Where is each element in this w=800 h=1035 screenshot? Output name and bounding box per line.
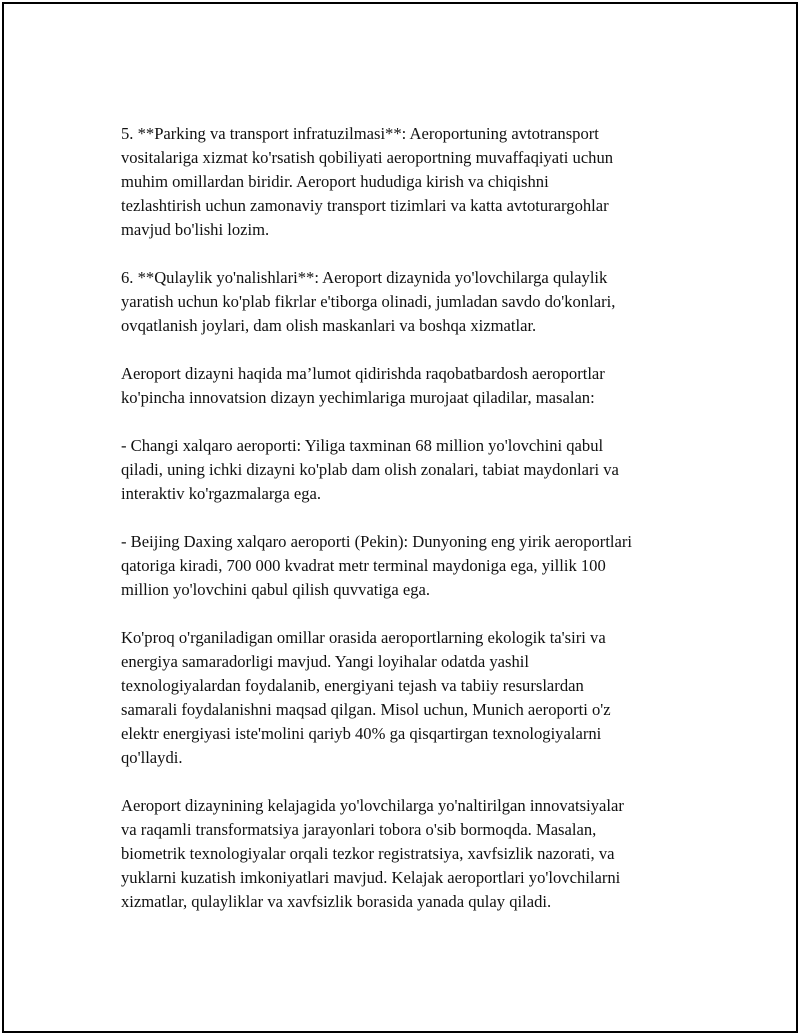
page-frame	[2, 2, 798, 1033]
text-line: ko'pincha innovatsion dizayn yechimlariga murojaat qiladilar, masalan:	[121, 388, 595, 407]
text-line: 6. **Qulaylik yo'nalishlari**: Aeroport dizaynida yo'lovchilarga qulaylik	[121, 268, 608, 287]
text-line: muhim omillardan biridir. Aeroport hududiga kirish va chiqishni	[121, 172, 549, 191]
text-line: biometrik texnologiyalar orqali tezkor registratsiya, xavfsizlik nazorati, va	[121, 844, 615, 863]
text-line: xizmatlar, qulayliklar va xavfsizlik borasida yanada qulay qiladi.	[121, 892, 552, 911]
text-line: Ko'proq o'rganiladigan omillar orasida aeroportlarning ekologik ta'siri va	[121, 628, 606, 647]
paragraph-future	[121, 794, 703, 914]
text-line: - Beijing Daxing xalqaro aeroporti (Pekin): Dunyoning eng yirik aeroportlari	[121, 532, 633, 551]
paragraph-ecology	[121, 626, 703, 770]
text-line: qo'llaydi.	[121, 748, 183, 767]
paragraph-daxing	[121, 530, 703, 602]
text-line: yaratish uchun ko'plab fikrlar e'tiborga olinadi, jumladan savdo do'konlari,	[121, 292, 616, 311]
text-line: qiladi, uning ichki dizayni ko'plab dam olish zonalari, tabiat maydonlari va	[121, 460, 619, 479]
text-line: mavjud bo'lishi lozim.	[121, 220, 270, 239]
paragraph-parking	[121, 122, 703, 242]
paragraph-convenience	[121, 266, 703, 338]
text-line: yuklarni kuzatish imkoniyatlari mavjud. Kelajak aeroportlari yo'lovchilarni	[121, 868, 621, 887]
text-line: 5. **Parking va transport infratuzilmasi**: Aeroportuning avtotransport	[121, 124, 599, 143]
text-line: tezlashtirish uchun zamonaviy transport tizimlari va katta avtoturargohlar	[121, 196, 609, 215]
text-line: interaktiv ko'rgazmalarga ega.	[121, 484, 322, 503]
paragraph-intro-examples	[121, 362, 703, 410]
text-line: va raqamli transformatsiya jarayonlari tobora o'sib bormoqda. Masalan,	[121, 820, 597, 839]
text-line: - Changi xalqaro aeroporti: Yiliga taxminan 68 million yo'lovchini qabul	[121, 436, 604, 455]
text-line: ovqatlanish joylari, dam olish maskanlari va boshqa xizmatlar.	[121, 316, 537, 335]
text-line: qatoriga kiradi, 700 000 kvadrat metr terminal maydoniga ega, yillik 100	[121, 556, 606, 575]
text-line: energiya samaradorligi mavjud. Yangi loyihalar odatda yashil	[121, 652, 529, 671]
text-line: texnologiyalardan foydalanib, energiyani tejash va tabiiy resurslardan	[121, 676, 584, 695]
text-line: samarali foydalanishni maqsad qilgan. Misol uchun, Munich aeroporti o'z	[121, 700, 611, 719]
text-line: elektr energiyasi iste'molini qariyb 40% ga qisqartirgan texnologiyalarni	[121, 724, 602, 743]
text-line: Aeroport dizaynining kelajagida yo'lovchilarga yo'naltirilgan innovatsiyalar	[121, 796, 624, 815]
text-line: Aeroport dizayni haqida ma’lumot qidirishda raqobatbardosh aeroportlar	[121, 364, 605, 383]
document-body	[121, 122, 703, 938]
paragraph-changi	[121, 434, 703, 506]
text-line: million yo'lovchini qabul qilish quvvatiga ega.	[121, 580, 431, 599]
text-line: vositalariga xizmat ko'rsatish qobiliyati aeroportning muvaffaqiyati uchun	[121, 148, 614, 167]
